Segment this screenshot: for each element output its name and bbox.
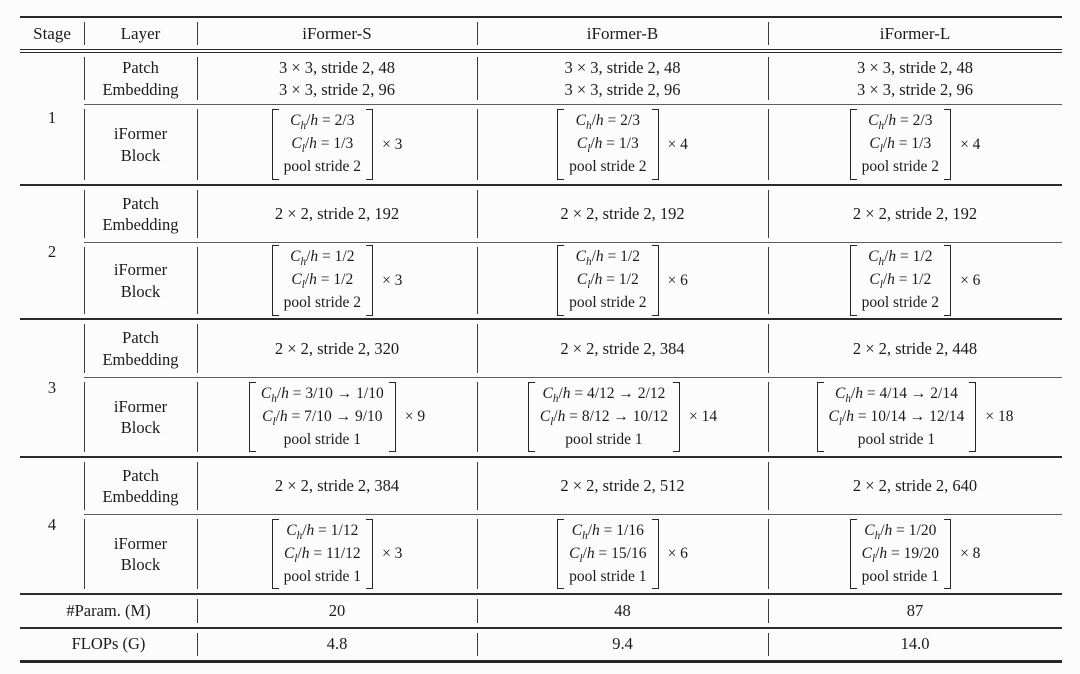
matrix-row: $C_h/h = 2/3$ — [575, 112, 640, 133]
matrix-row: $C_l/h = 1/3$ — [869, 135, 932, 156]
flops-value-iformer-l: 14.0 — [768, 629, 1062, 660]
matrix-row: pool stride 1 — [283, 430, 362, 448]
patch-embedding-row-1 — [84, 53, 1062, 104]
matrix-row: $C_l/h = 1/2$ — [291, 271, 354, 292]
patch-cell-s4-iformer-b: 2 × 2, stride 2, 512 — [477, 458, 768, 514]
right-bracket — [673, 382, 680, 452]
iformer-block-label: iFormer Block — [84, 515, 197, 593]
matrix-row: pool stride 2 — [861, 294, 940, 312]
left-bracket — [850, 245, 857, 315]
flops-row — [20, 629, 1062, 660]
block-cell-s2-iformer-s — [197, 243, 477, 318]
right-bracket — [944, 519, 951, 589]
patch-embedding-label: Patch Embedding — [84, 458, 197, 514]
left-bracket — [850, 109, 857, 179]
stage-number-1: 1 — [47, 108, 57, 128]
block-multiplier: × 9 — [404, 408, 426, 426]
patch-embedding-row-3 — [84, 320, 1062, 377]
matrix-row: $C_l/h = 19/20$ — [861, 544, 939, 565]
col-header-iformer-s: iFormer-S — [197, 18, 477, 49]
patch-embedding-label: Patch Embedding — [84, 320, 197, 377]
block-matrix — [817, 382, 977, 452]
right-bracket — [366, 109, 373, 179]
matrix-row: $C_l/h = 11/12$ — [283, 544, 361, 565]
matrix-row: $C_l/h = 8/12 \to 10/12$ — [539, 407, 668, 428]
block-cell-s1-iformer-l — [768, 105, 1062, 184]
block-cell-s2-iformer-b — [477, 243, 768, 318]
block-multiplier: × 4 — [960, 135, 981, 153]
patch-cell-s1-iformer-s: 3 × 3, stride 2, 48 3 × 3, stride 2, 96 — [197, 53, 477, 104]
patch-embedding-row-4 — [84, 458, 1062, 514]
matrix-row: $C_l/h = 1/3$ — [291, 135, 354, 156]
matrix-row: pool stride 2 — [861, 158, 940, 176]
matrix-row: $C_h/h = 2/3$ — [290, 112, 355, 133]
matrix-row: $C_l/h = 10/14 \to 12/14$ — [828, 407, 965, 428]
stage-band-2 — [20, 186, 1062, 320]
block-multiplier: × 3 — [382, 271, 403, 289]
right-bracket — [969, 382, 976, 452]
matrix-row: $C_h/h = 1/12$ — [286, 521, 359, 542]
block-multiplier: × 18 — [985, 408, 1014, 426]
patch-embedding-label: Patch Embedding — [84, 186, 197, 242]
block-matrix — [557, 519, 659, 589]
block-multiplier: × 14 — [689, 408, 718, 426]
stage-band-1 — [20, 53, 1062, 186]
col-header-iformer-b: iFormer-B — [477, 18, 768, 49]
block-multiplier: × 4 — [667, 135, 688, 153]
iformer-block-row-3 — [84, 378, 1062, 456]
patch-cell-s4-iformer-l: 2 × 2, stride 2, 640 — [768, 458, 1062, 514]
params-row — [20, 595, 1062, 629]
matrix-row: $C_h/h = 1/2$ — [575, 248, 640, 269]
matrix-row: $C_h/h = 4/12 \to 2/12$ — [542, 384, 666, 405]
patch-cell-s3-iformer-b: 2 × 2, stride 2, 384 — [477, 320, 768, 377]
left-bracket — [272, 245, 279, 315]
right-bracket — [652, 519, 659, 589]
block-cell-s4-iformer-s — [197, 515, 477, 593]
left-bracket — [272, 519, 279, 589]
stage-number-2: 2 — [47, 241, 57, 261]
matrix-row: $C_h/h = 4/14 \to 2/14$ — [835, 384, 958, 405]
block-multiplier: × 6 — [667, 271, 688, 289]
params-label: #Param. (M) — [66, 600, 151, 620]
iformer-block-label: iFormer Block — [84, 243, 197, 318]
iformer-block-row-1 — [84, 105, 1062, 184]
matrix-row: $C_l/h = 1/2$ — [869, 271, 932, 292]
patch-cell-s3-iformer-s: 2 × 2, stride 2, 320 — [197, 320, 477, 377]
block-multiplier: × 8 — [960, 545, 981, 563]
left-bracket — [557, 519, 564, 589]
matrix-row: $C_l/h = 1/3$ — [576, 135, 639, 156]
matrix-row: pool stride 2 — [283, 158, 362, 176]
patch-cell-s3-iformer-l: 2 × 2, stride 2, 448 — [768, 320, 1062, 377]
matrix-row: pool stride 2 — [569, 158, 647, 176]
flops-value-iformer-b: 9.4 — [477, 629, 768, 660]
block-cell-s1-iformer-b — [477, 105, 768, 184]
patch-cell-s2-iformer-l: 2 × 2, stride 2, 192 — [768, 186, 1062, 242]
iformer-block-row-2 — [84, 243, 1062, 318]
col-header-iformer-l: iFormer-L — [768, 18, 1062, 49]
params-value-iformer-s: 20 — [197, 595, 477, 627]
matrix-row: $C_h/h = 2/3$ — [868, 112, 933, 133]
block-cell-s3-iformer-l — [768, 378, 1062, 456]
patch-cell-s1-iformer-l: 3 × 3, stride 2, 48 3 × 3, stride 2, 96 — [768, 53, 1062, 104]
block-matrix — [528, 382, 680, 452]
block-matrix — [272, 245, 374, 315]
patch-cell-s4-iformer-s: 2 × 2, stride 2, 384 — [197, 458, 477, 514]
block-matrix — [272, 519, 374, 589]
block-cell-s3-iformer-s — [197, 378, 477, 456]
right-bracket — [389, 382, 396, 452]
iformer-block-label: iFormer Block — [84, 105, 197, 184]
left-bracket — [850, 519, 857, 589]
right-bracket — [652, 109, 659, 179]
matrix-row: pool stride 2 — [569, 294, 647, 312]
header-row — [20, 18, 1062, 53]
patch-cell-s2-iformer-b: 2 × 2, stride 2, 192 — [477, 186, 768, 242]
block-matrix — [557, 245, 659, 315]
right-bracket — [366, 245, 373, 315]
matrix-row: pool stride 1 — [857, 430, 936, 448]
col-header-layer: Layer — [84, 18, 197, 49]
patch-embedding-label: Patch Embedding — [84, 53, 197, 104]
left-bracket — [557, 245, 564, 315]
right-bracket — [944, 109, 951, 179]
iformer-block-row-4 — [84, 515, 1062, 593]
block-cell-s4-iformer-b — [477, 515, 768, 593]
patch-cell-s1-iformer-b: 3 × 3, stride 2, 48 3 × 3, stride 2, 96 — [477, 53, 768, 104]
matrix-row: $C_h/h = 1/2$ — [868, 248, 933, 269]
matrix-row: pool stride 1 — [283, 567, 362, 585]
block-matrix — [850, 519, 952, 589]
matrix-row: pool stride 1 — [569, 567, 647, 585]
right-bracket — [944, 245, 951, 315]
patch-embedding-row-2 — [84, 186, 1062, 242]
block-matrix — [249, 382, 396, 452]
matrix-row: $C_h/h = 1/16$ — [571, 521, 644, 542]
right-bracket — [652, 245, 659, 315]
flops-value-iformer-s: 4.8 — [197, 629, 477, 660]
matrix-row: $C_h/h = 3/10 \to 1/10$ — [260, 384, 384, 405]
iformer-architecture-table — [20, 16, 1062, 663]
left-bracket — [272, 109, 279, 179]
left-bracket — [528, 382, 535, 452]
left-bracket — [249, 382, 256, 452]
stage-number-3: 3 — [47, 377, 57, 397]
block-cell-s2-iformer-l — [768, 243, 1062, 318]
matrix-row: pool stride 1 — [565, 430, 643, 448]
matrix-row: pool stride 1 — [861, 567, 940, 585]
matrix-row: $C_h/h = 1/2$ — [290, 248, 355, 269]
params-value-iformer-b: 48 — [477, 595, 768, 627]
block-cell-s1-iformer-s — [197, 105, 477, 184]
block-cell-s3-iformer-b — [477, 378, 768, 456]
params-value-iformer-l: 87 — [768, 595, 1062, 627]
block-multiplier: × 6 — [960, 271, 981, 289]
matrix-row: $C_h/h = 1/20$ — [864, 521, 937, 542]
matrix-row: $C_l/h = 1/2$ — [576, 271, 639, 292]
stage-band-4 — [20, 458, 1062, 595]
block-multiplier: × 3 — [382, 135, 403, 153]
col-header-stage: Stage — [33, 23, 71, 43]
block-matrix — [850, 109, 952, 179]
iformer-block-label: iFormer Block — [84, 378, 197, 456]
block-multiplier: × 6 — [667, 545, 688, 563]
matrix-row: $C_l/h = 7/10 \to 9/10$ — [262, 407, 383, 428]
right-bracket — [366, 519, 373, 589]
left-bracket — [817, 382, 824, 452]
patch-cell-s2-iformer-s: 2 × 2, stride 2, 192 — [197, 186, 477, 242]
block-matrix — [557, 109, 659, 179]
flops-label: FLOPs (G) — [71, 634, 146, 654]
left-bracket — [557, 109, 564, 179]
matrix-row: pool stride 2 — [283, 294, 362, 312]
matrix-row: $C_l/h = 15/16$ — [569, 544, 647, 565]
block-matrix — [272, 109, 374, 179]
stage-number-4: 4 — [47, 515, 57, 535]
block-matrix — [850, 245, 952, 315]
stage-band-3 — [20, 320, 1062, 458]
block-cell-s4-iformer-l — [768, 515, 1062, 593]
block-multiplier: × 3 — [382, 545, 403, 563]
